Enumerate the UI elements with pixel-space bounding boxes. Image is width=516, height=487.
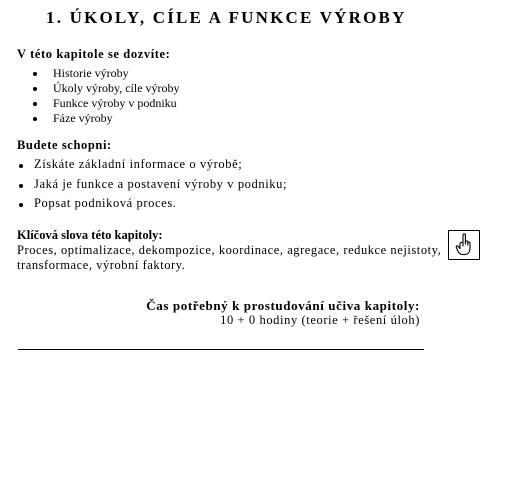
pointing-hand-icon <box>448 230 480 260</box>
skills-list-item <box>34 157 242 172</box>
learn-list-item <box>53 81 180 96</box>
skills-heading: Budete schopni: <box>17 138 112 152</box>
learn-item-text: Funkce výroby v podniku <box>53 96 177 110</box>
bullet <box>33 117 37 121</box>
bullet <box>33 87 37 91</box>
learn-list-item <box>53 111 113 126</box>
section-divider <box>18 349 424 350</box>
learn-list-item <box>53 96 177 111</box>
bullet <box>33 102 37 106</box>
learn-list-item <box>53 66 129 81</box>
skills-list-item <box>34 196 177 211</box>
skills-item-text: Popsat podniková proces. <box>34 196 177 210</box>
skills-list-item <box>34 177 287 192</box>
bullet <box>19 164 23 168</box>
bullet <box>33 72 37 76</box>
learn-item-text: Fáze výroby <box>53 111 113 125</box>
skills-item-text: Získáte základní informace o výrobě; <box>34 157 243 171</box>
learn-heading: V této kapitole se dozvíte: <box>17 47 171 61</box>
bullet <box>19 184 23 188</box>
learn-item-text: Historie výroby <box>53 66 129 80</box>
learn-item-text: Úkoly výroby, cíle výroby <box>53 81 180 95</box>
chapter-title: 1. ÚKOLY, CÍLE A FUNKCE VÝROBY <box>46 8 407 27</box>
study-time-value: 10 + 0 hodiny (teorie + řešení úloh) <box>220 313 420 327</box>
keywords-heading: Klíčová slova této kapitoly: <box>17 228 163 242</box>
study-time-label: Čas potřebný k prostudování učiva kapitoly: <box>146 298 420 313</box>
bullet <box>19 203 23 207</box>
keywords-text: Proces, optimalizace, dekompozice, koordinace, agregace, redukce nejistoty, transformace, výrobní faktory. <box>17 243 442 272</box>
skills-item-text: Jaká je funkce a postavení výroby v podniku; <box>34 177 288 191</box>
